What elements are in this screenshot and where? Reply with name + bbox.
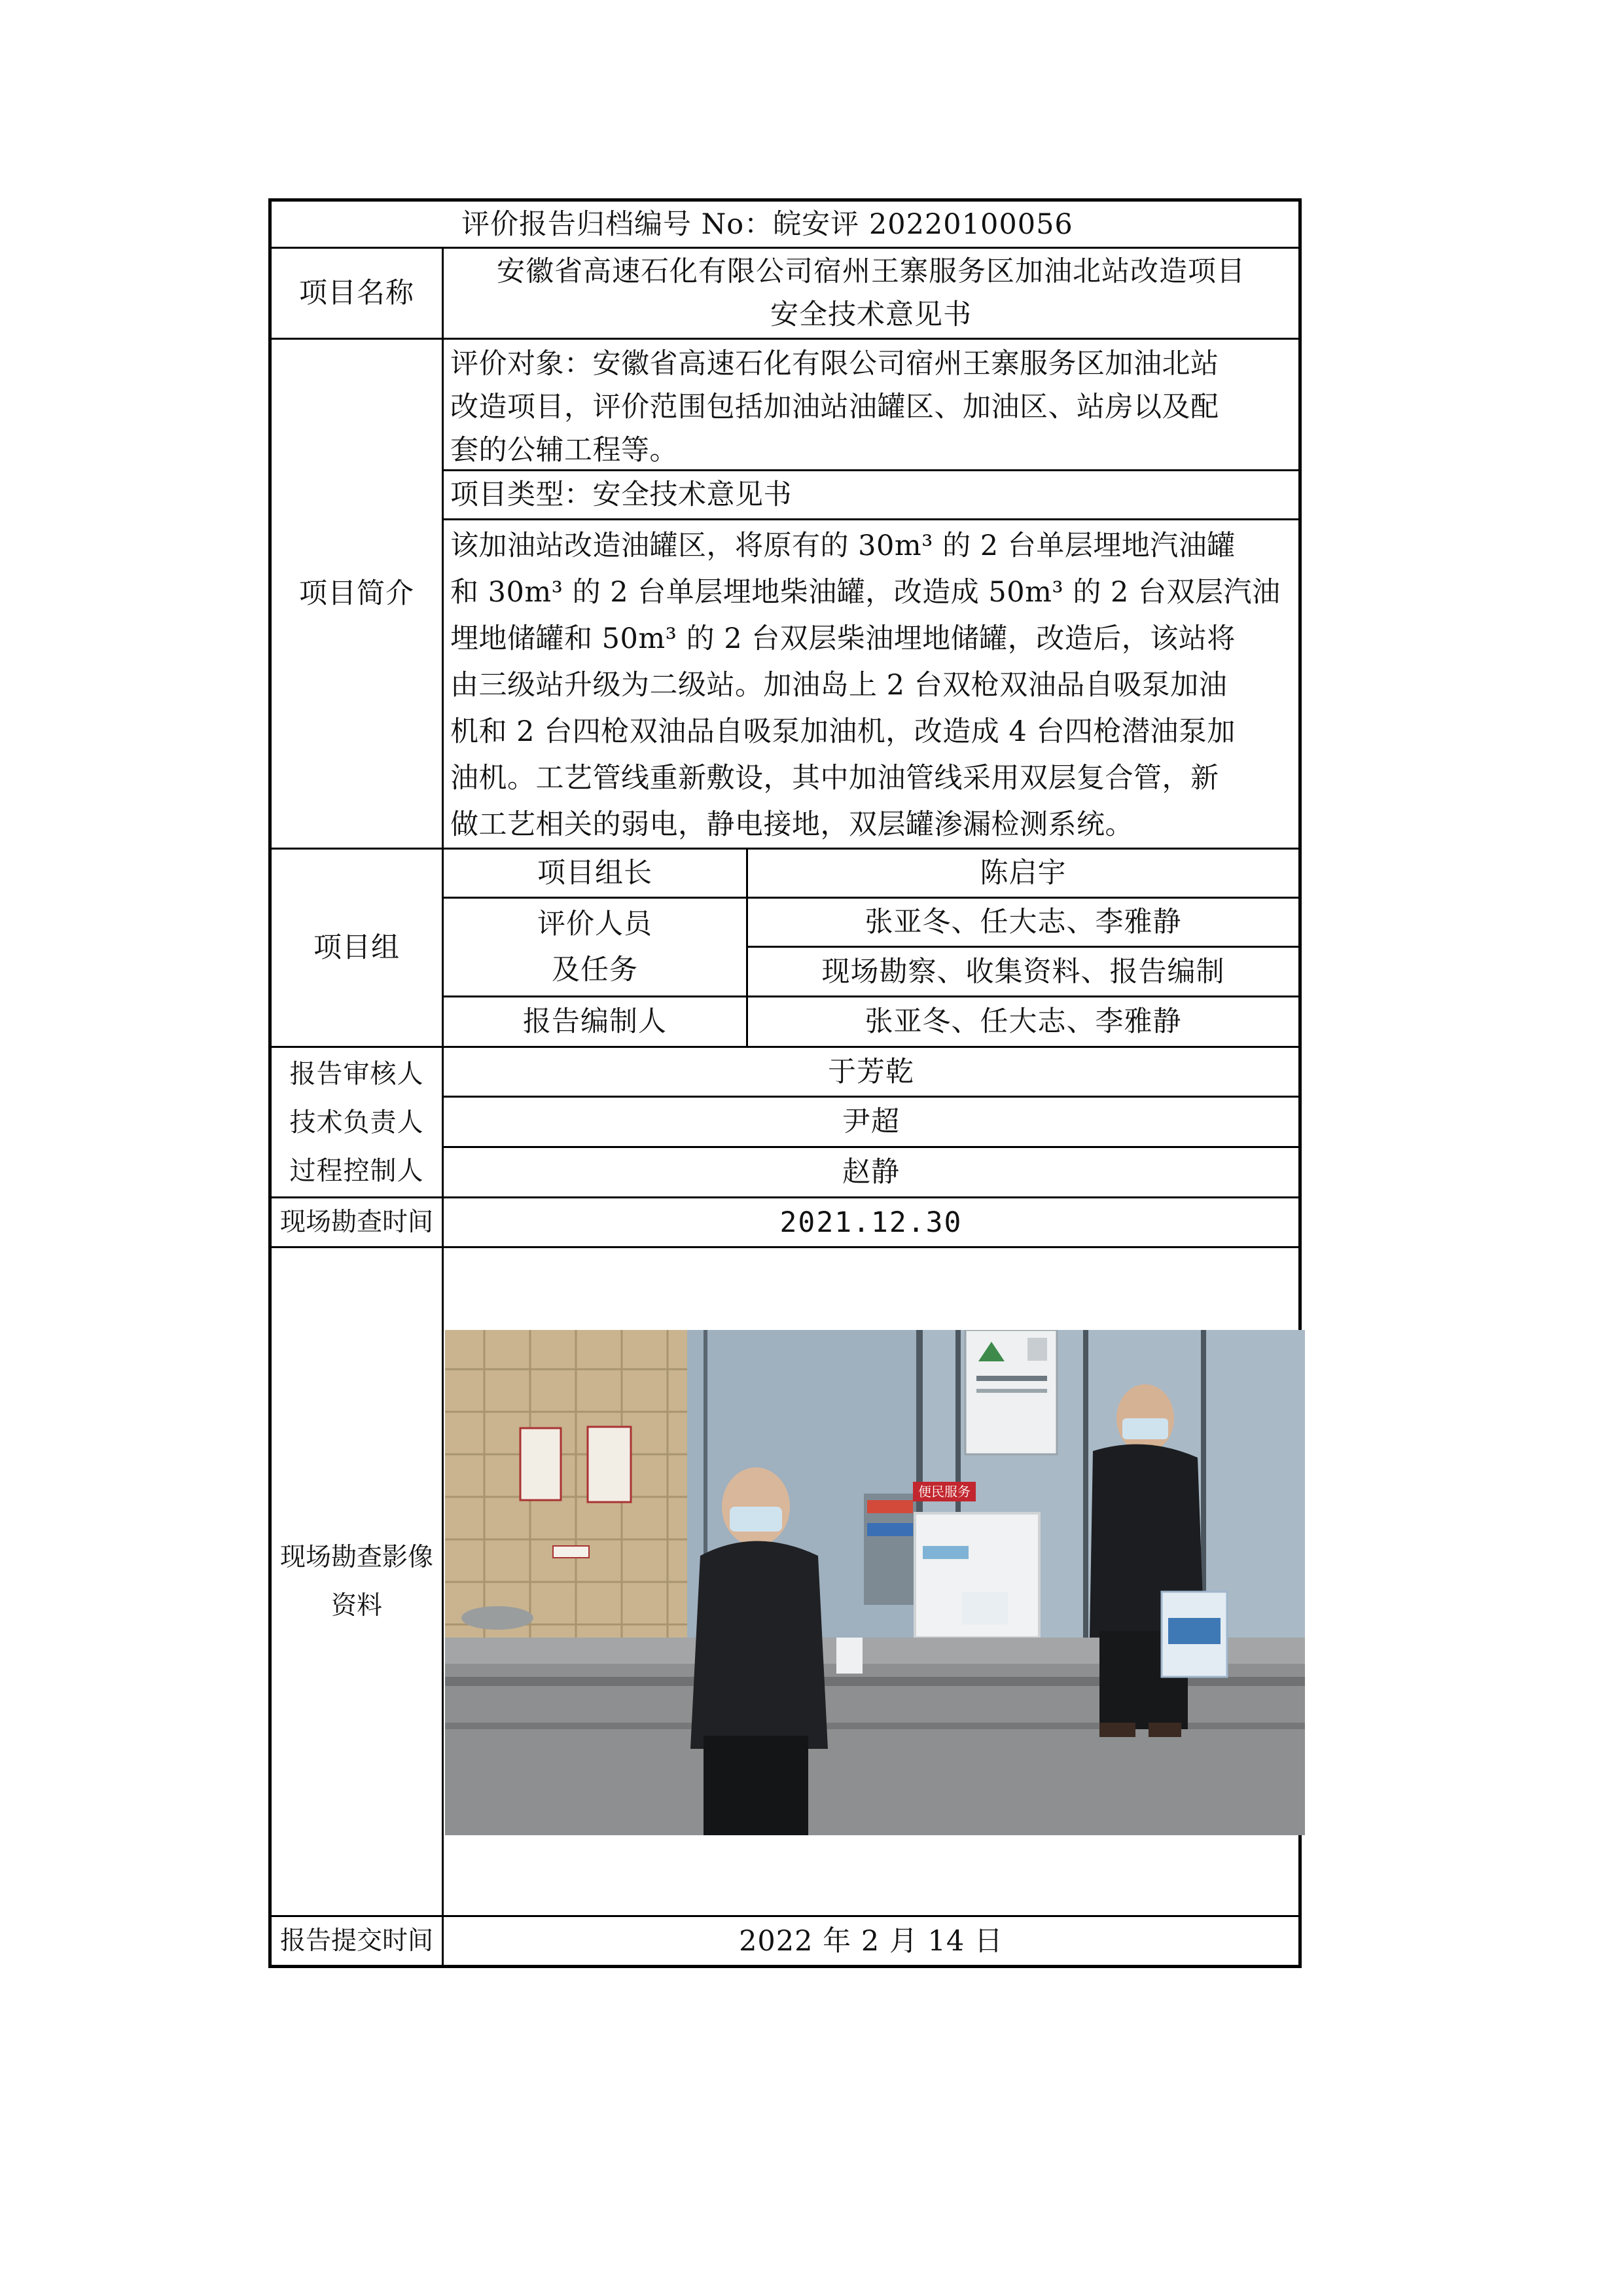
report-writer-value: 张亚冬、任大志、李雅静 — [865, 1005, 1182, 1038]
object-line: 评价对象：安徽省高速石化有限公司宿州王寨服务区加油北站 — [450, 348, 1219, 380]
evaluators-label — [444, 899, 746, 996]
tech-lead-label: 技术负责人 — [289, 1107, 424, 1138]
evaluators-value: 张亚冬、任大志、李雅静 — [865, 906, 1182, 939]
reviewer-value: 于芳乾 — [828, 1055, 914, 1088]
project-type: 项目类型：安全技术意见书 — [450, 478, 792, 511]
process-control-value: 赵静 — [842, 1156, 900, 1189]
tech-lead-value: 尹超 — [842, 1105, 900, 1138]
project-name-line2: 安全技术意见书 — [770, 298, 972, 331]
project-name-value — [444, 249, 1298, 338]
site-photo-label-line2: 资料 — [330, 1590, 382, 1621]
service-sign: 便民服务 — [918, 1484, 971, 1499]
survey-date-value: 2021.12.30 — [779, 1206, 963, 1239]
evaluators-label-line2: 及任务 — [552, 954, 638, 986]
project-description — [444, 520, 1298, 848]
process-control-label: 过程控制人 — [289, 1155, 424, 1186]
team-leader-value: 陈启宇 — [980, 857, 1067, 889]
description-line: 和 30m³ 的 2 台单层埋地柴油罐，改造成 50m³ 的 2 台双层汽油 — [450, 576, 1281, 609]
description-line: 由三级站升级为二级站。加油岛上 2 台双枪双油品自吸泵加油 — [450, 669, 1228, 702]
submit-date-label: 报告提交时间 — [279, 1926, 433, 1956]
submit-date-value: 2022 年 2 月 14 日 — [739, 1924, 1003, 1958]
report-writer-label: 报告编制人 — [523, 1005, 667, 1038]
evaluator-tasks: 现场勘察、收集资料、报告编制 — [821, 955, 1225, 988]
evaluation-object — [444, 340, 1298, 469]
site-survey-photo — [445, 1330, 1305, 1835]
archive-number: 评价报告归档编号 No：皖安评 20220100056 — [461, 207, 1073, 241]
description-line: 油机。工艺管线重新敷设，其中加油管线采用双层复合管，新 — [450, 762, 1219, 795]
project-name-label: 项目名称 — [299, 277, 414, 310]
description-line: 该加油站改造油罐区，将原有的 30m³ 的 2 台单层埋地汽油罐 — [450, 529, 1236, 562]
project-name-line1: 安徽省高速石化有限公司宿州王寨服务区加油北站改造项目 — [497, 255, 1245, 288]
review-labels — [272, 1048, 442, 1196]
project-summary-label: 项目简介 — [299, 577, 414, 610]
survey-date-label: 现场勘查时间 — [279, 1207, 433, 1237]
project-team-label: 项目组 — [313, 931, 400, 964]
object-line: 改造项目，评价范围包括加油站油罐区、加油区、站房以及配 — [450, 391, 1219, 423]
description-line: 埋地储罐和 50m³ 的 2 台双层柴油埋地储罐，改造后，该站将 — [450, 622, 1236, 655]
evaluators-label-line1: 评价人员 — [537, 908, 652, 941]
description-line: 做工艺相关的弱电，静电接地，双层罐渗漏检测系统。 — [450, 808, 1133, 841]
team-leader-label: 项目组长 — [537, 857, 652, 889]
description-line: 机和 2 台四枪双油品自吸泵加油机，改造成 4 台四枪潜油泵加 — [450, 715, 1236, 748]
reviewer-label: 报告审核人 — [289, 1058, 424, 1089]
object-line: 套的公辅工程等。 — [450, 434, 678, 467]
site-photo-label — [272, 1248, 442, 1915]
site-photo-illustration — [445, 1330, 1305, 1835]
site-photo-label-line1: 现场勘查影像 — [279, 1542, 433, 1572]
